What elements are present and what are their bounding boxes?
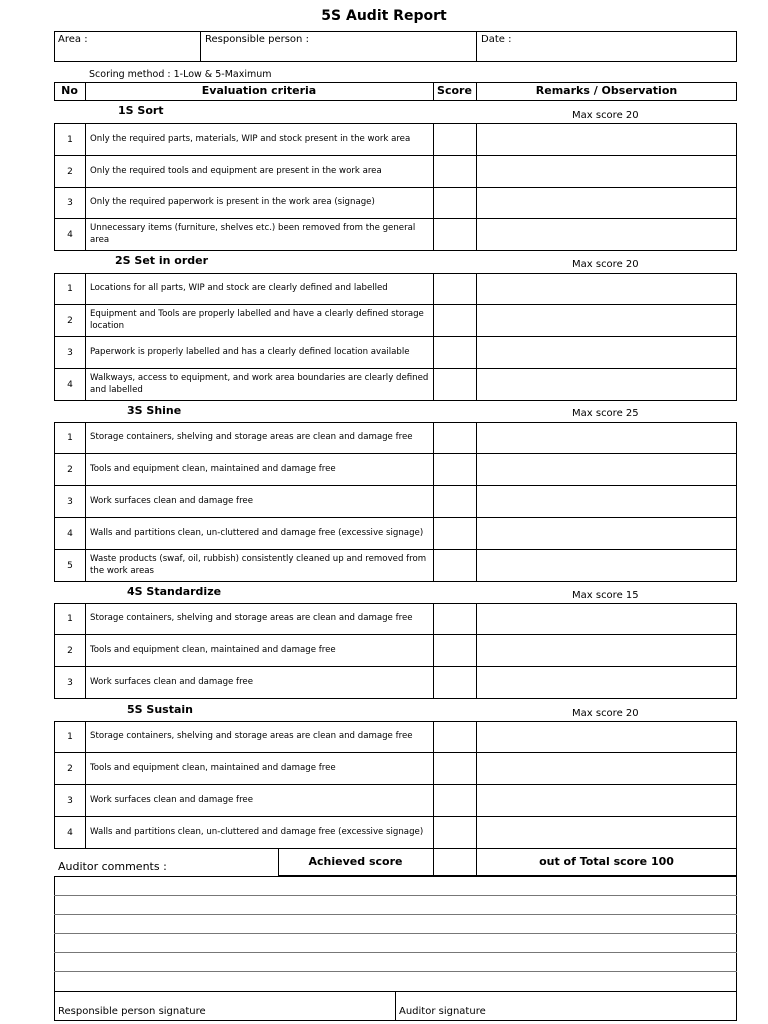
table-row (54, 753, 737, 785)
table-row (54, 486, 737, 518)
row-number: 1 (55, 423, 86, 453)
row-number: 2 (55, 635, 86, 666)
comment-line (54, 914, 737, 915)
remarks-cell[interactable] (477, 369, 736, 400)
criteria-text: Storage containers, shelving and storage areas are clean and damage free (86, 423, 434, 453)
criteria-text: Walls and partitions clean, un-cluttered and damage free (excessive signage) (86, 518, 434, 549)
row-number: 5 (55, 550, 86, 581)
row-number: 4 (55, 219, 86, 250)
table-row (54, 123, 737, 156)
row-number: 4 (55, 518, 86, 549)
criteria-text: Tools and equipment clean, maintained and damage free (86, 635, 434, 666)
total-score-label: out of Total score 100 (539, 855, 674, 868)
score-cell[interactable] (434, 518, 477, 549)
section-title: 2S Set in order (115, 254, 209, 267)
section-title: 1S Sort (118, 104, 164, 117)
table-row (54, 305, 737, 337)
table-row (54, 721, 737, 753)
remarks-cell[interactable] (477, 454, 736, 485)
row-number: 2 (55, 753, 86, 784)
score-cell[interactable] (434, 369, 477, 400)
row-number: 3 (55, 337, 86, 368)
remarks-cell[interactable] (477, 722, 736, 752)
score-cell[interactable] (434, 423, 477, 453)
section-title: 3S Shine (127, 404, 182, 417)
auditor-signature-label: Auditor signature (399, 1006, 486, 1017)
remarks-cell[interactable] (477, 635, 736, 666)
achieved-score-cell[interactable] (434, 849, 476, 876)
comment-line (54, 971, 737, 972)
remarks-cell[interactable] (477, 124, 736, 155)
table-row (54, 550, 737, 582)
criteria-text: Storage containers, shelving and storage areas are clean and damage free (86, 722, 434, 752)
table-row (54, 454, 737, 486)
score-cell[interactable] (434, 635, 477, 666)
achieved-score-label: Achieved score (308, 855, 403, 868)
criteria-text: Walkways, access to equipment, and work area boundaries are clearly defined and labelled (86, 369, 434, 400)
remarks-cell[interactable] (477, 785, 736, 816)
criteria-text: Equipment and Tools are properly labelled and have a clearly defined storage location (86, 305, 434, 336)
table-row (54, 188, 737, 219)
comment-line (54, 952, 737, 953)
table-row (54, 518, 737, 550)
remarks-cell[interactable] (477, 274, 736, 304)
remarks-cell[interactable] (477, 486, 736, 517)
criteria-text: Tools and equipment clean, maintained and damage free (86, 753, 434, 784)
comment-line (54, 895, 737, 896)
auditor-comments-label: Auditor comments : (58, 860, 167, 873)
responsible-signature-label: Responsible person signature (58, 1006, 206, 1017)
score-cell[interactable] (434, 156, 477, 187)
table-row (54, 273, 737, 305)
row-number: 3 (55, 486, 86, 517)
remarks-cell[interactable] (477, 156, 736, 187)
signature-column-divider (395, 991, 396, 1021)
scoring-method: Scoring method : 1-Low & 5-Maximum (89, 69, 272, 80)
criteria-text: Tools and equipment clean, maintained and damage free (86, 454, 434, 485)
section-max-score: Max score 20 (572, 259, 639, 270)
score-cell[interactable] (434, 219, 477, 250)
score-cell[interactable] (434, 550, 477, 581)
row-number: 1 (55, 604, 86, 634)
row-number: 2 (55, 156, 86, 187)
score-cell[interactable] (434, 454, 477, 485)
table-row (54, 817, 737, 849)
section-max-score: Max score 25 (572, 408, 639, 419)
page-title: 5S Audit Report (321, 8, 447, 24)
criteria-text: Paperwork is properly labelled and has a clearly defined location available (86, 337, 434, 368)
table-row (54, 422, 737, 454)
row-number: 2 (55, 305, 86, 336)
table-row (54, 785, 737, 817)
row-number: 1 (55, 274, 86, 304)
table-row (54, 369, 737, 401)
date-label: Date : (481, 34, 512, 45)
comment-line (54, 933, 737, 934)
row-number: 1 (55, 722, 86, 752)
row-number: 3 (55, 188, 86, 218)
table-row (54, 337, 737, 369)
remarks-cell[interactable] (477, 219, 736, 250)
criteria-text: Work surfaces clean and damage free (86, 667, 434, 698)
header-info-box (54, 31, 737, 62)
remarks-cell[interactable] (477, 518, 736, 549)
score-cell[interactable] (434, 785, 477, 816)
criteria-text: Work surfaces clean and damage free (86, 785, 434, 816)
table-row (54, 635, 737, 667)
score-cell[interactable] (434, 753, 477, 784)
criteria-text: Walls and partitions clean, un-cluttered and damage free (excessive signage) (86, 817, 434, 848)
table-row (54, 667, 737, 699)
remarks-cell[interactable] (477, 188, 736, 218)
area-label: Area : (58, 34, 88, 45)
row-number: 3 (55, 785, 86, 816)
section-max-score: Max score 15 (572, 590, 639, 601)
score-cell[interactable] (434, 124, 477, 155)
section-title: 5S Sustain (127, 703, 193, 716)
score-cell[interactable] (434, 337, 477, 368)
remarks-cell[interactable] (477, 753, 736, 784)
row-number: 4 (55, 369, 86, 400)
remarks-cell[interactable] (477, 423, 736, 453)
score-cell[interactable] (434, 604, 477, 634)
criteria-text: Work surfaces clean and damage free (86, 486, 434, 517)
score-cell[interactable] (434, 305, 477, 336)
column-score: Score (437, 84, 472, 97)
criteria-text: Waste products (swaf, oil, rubbish) consistently cleaned up and removed from the work areas (86, 550, 434, 581)
header-divider (200, 31, 201, 62)
row-number: 3 (55, 667, 86, 698)
criteria-text: Only the required paperwork is present in the work area (signage) (86, 188, 434, 218)
score-cell[interactable] (434, 486, 477, 517)
remarks-cell[interactable] (477, 550, 736, 581)
score-cell[interactable] (434, 817, 477, 848)
row-number: 4 (55, 817, 86, 848)
score-cell[interactable] (434, 274, 477, 304)
section-max-score: Max score 20 (572, 110, 639, 121)
criteria-text: Only the required parts, materials, WIP and stock present in the work area (86, 124, 434, 155)
score-cell[interactable] (434, 667, 477, 698)
criteria-text: Storage containers, shelving and storage areas are clean and damage free (86, 604, 434, 634)
score-cell[interactable] (434, 722, 477, 752)
row-number: 1 (55, 124, 86, 155)
row-number: 2 (55, 454, 86, 485)
table-row (54, 603, 737, 635)
responsible-person-label: Responsible person : (205, 34, 309, 45)
remarks-cell[interactable] (477, 305, 736, 336)
section-title: 4S Standardize (127, 585, 222, 598)
column-no: No (61, 84, 78, 97)
header-divider (476, 31, 477, 62)
criteria-text: Unnecessary items (furniture, shelves etc.) been removed from the general area (86, 219, 434, 250)
criteria-text: Locations for all parts, WIP and stock are clearly defined and labelled (86, 274, 434, 304)
remarks-cell[interactable] (477, 667, 736, 698)
section-max-score: Max score 20 (572, 708, 639, 719)
column-evaluation-criteria: Evaluation criteria (201, 84, 317, 97)
table-row (54, 156, 737, 188)
criteria-text: Only the required tools and equipment are present in the work area (86, 156, 434, 187)
remarks-cell[interactable] (477, 337, 736, 368)
score-cell[interactable] (434, 188, 477, 218)
table-row (54, 219, 737, 251)
remarks-cell[interactable] (477, 604, 736, 634)
remarks-cell[interactable] (477, 817, 736, 848)
column-remarks: Remarks / Observation (535, 84, 678, 97)
